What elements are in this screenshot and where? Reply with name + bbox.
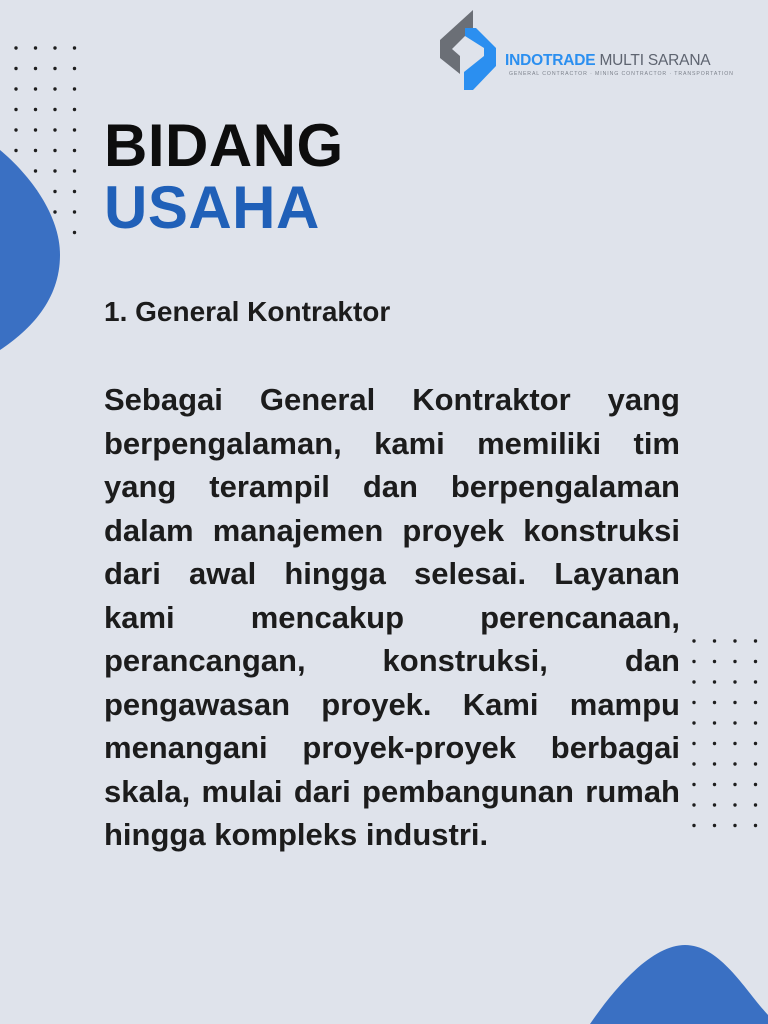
page-title-line1: BIDANG [104, 112, 344, 179]
section-heading: 1. General Kontraktor [104, 296, 391, 327]
page-title-line2: USAHA [104, 174, 320, 241]
logo-name-part2: MULTI SARANA [599, 52, 711, 69]
logo-tagline: GENERAL CONTRACTOR · MINING CONTRACTOR · TRANSPORTATION [509, 71, 734, 77]
decorative-blob-bottom-right [560, 920, 768, 1024]
logo-name-part1: INDOTRADE [505, 52, 596, 69]
dot-grid-right [688, 637, 768, 837]
section-body: Sebagai General Kontraktor yang berpengalaman, kami memiliki tim yang terampil dan berpengalaman dalam manajemen proyek konstruksi dari awal hingga selesai. Layanan kami mencakup perencanaan, perancangan, konstruksi, dan pengawasan proyek. Kami mampu menangani proyek-proyek berbagai skala, mulai dari pembangunan rumah hingga kompleks industri. [104, 382, 680, 852]
logo-wordmark [505, 52, 710, 70]
company-logo [440, 10, 740, 92]
logo-mark-icon [440, 10, 504, 92]
decorative-blob-left [0, 150, 70, 350]
